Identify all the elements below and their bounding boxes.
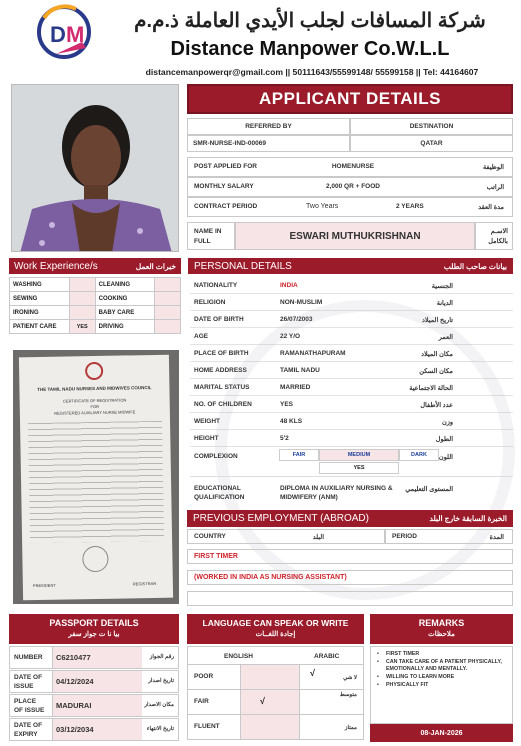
complexion-option-medium: MEDIUM [319, 449, 399, 461]
passport-value: C6210477 [56, 653, 91, 662]
company-arabic-name: شركة المسافات لجلب الأيدي العاملة ذ.م.م [134, 10, 486, 32]
work-skill-value [155, 278, 181, 292]
personal-label: DATE OF BIRTH [194, 316, 244, 323]
work-experience-row [10, 278, 181, 292]
language-level: POOR [194, 673, 214, 680]
applicant-details-title: APPLICANT DETAILS [187, 84, 513, 114]
complexion-row [190, 447, 513, 477]
personal-value: NON-MUSLIM [280, 299, 323, 306]
education-value-2: MIDWIFERY (ANM) [280, 494, 338, 501]
personal-value: MARRIED [280, 384, 311, 391]
language-level-arabic: ممتاز [344, 725, 357, 731]
name-label-2: FULL [194, 238, 211, 245]
previous-employment-header [187, 510, 513, 527]
personal-row [190, 277, 513, 294]
personal-label: WEIGHT [194, 418, 220, 425]
passport-title-arabic: بيا نا ت جواز سفر [68, 631, 120, 638]
salary-value: 2,000 QR + FOOD [325, 183, 380, 190]
work-skill-value [155, 320, 181, 334]
remarks-date: 08-JAN-2026 [370, 724, 513, 742]
personal-arabic: وزن [441, 419, 453, 426]
complexion-selected: YES [319, 462, 399, 474]
work-experience-row [10, 292, 181, 306]
work-skill-value: YES [69, 320, 95, 334]
passport-row [9, 670, 179, 693]
remarks-header [370, 614, 513, 644]
personal-label: HEIGHT [194, 435, 219, 442]
personal-label: NO. OF CHILDREN [194, 401, 252, 408]
language-header [187, 614, 364, 644]
personal-row [190, 362, 513, 379]
name-label-1: NAME IN [194, 228, 222, 235]
post-row [187, 157, 513, 177]
education-label-2: QUALIFICATION [194, 494, 245, 501]
remarks-item-text: PHYSICALLY FIT [386, 682, 429, 688]
work-experience-table [9, 277, 181, 334]
language-row [187, 690, 364, 715]
personal-details-title-arabic: بيانات صاحب الطلب [443, 261, 507, 271]
passport-arabic: رقم الجواز [149, 654, 174, 660]
remarks-title: REMARKS [418, 618, 465, 628]
personal-arabic: مكان السكن [419, 368, 453, 375]
work-skill-value [69, 306, 95, 320]
contract-arabic: مدة العقد [478, 204, 504, 211]
work-experience-row [10, 320, 181, 334]
post-value: HOMENURSE [331, 163, 375, 170]
council-emblem [85, 362, 103, 380]
personal-row [190, 430, 513, 447]
work-skill-label: CLEANING [95, 278, 155, 292]
language-row [187, 665, 364, 690]
personal-arabic: العمر [438, 334, 453, 341]
work-skill-label: WASHING [10, 278, 70, 292]
bullet-icon: • [377, 682, 379, 688]
language-level: FAIR [194, 698, 209, 705]
remarks-title-arabic: ملاحظات [428, 631, 455, 638]
remarks-item [377, 682, 508, 689]
svg-text:M: M [66, 22, 85, 47]
bullet-icon: • [377, 659, 379, 665]
work-experience-header [9, 258, 181, 274]
name-label-cell [187, 222, 235, 250]
certificate-president: PRESIDENT [32, 582, 56, 589]
personal-value: RAMANATHAPURAM [280, 350, 346, 357]
passport-arabic: مكان الاصدار [144, 702, 174, 708]
work-skill-value [69, 292, 95, 306]
personal-value: TAMIL NADU [280, 367, 320, 374]
passport-label-line2: ISSUE [14, 683, 34, 690]
full-name-cell [235, 222, 475, 250]
remarks-item-text: FIRST TIMER [386, 651, 420, 657]
work-skill-label: BABY CARE [95, 306, 155, 320]
reference-code: SMR-NURSE-IND-00069 [193, 140, 266, 147]
passport-rows [9, 646, 179, 742]
previous-first-timer: FIRST TIMER [194, 553, 238, 560]
certificate-council: THE TAMIL NADU NURSES AND MIDWIVES COUNCIL [37, 385, 152, 393]
passport-label-line2: EXPIRY [14, 731, 38, 738]
passport-row [9, 694, 179, 717]
company-contact: distancemanpowerqr@gmail.com || 50111643/55599148/ 55599158 || Tel: 44164607 [145, 67, 479, 77]
education-row [190, 479, 513, 505]
work-skill-label: COOKING [95, 292, 155, 306]
personal-arabic: الديانة [436, 300, 453, 307]
language-title-arabic: إجادة اللغــات [255, 631, 296, 638]
previous-employment-title: PREVIOUS EMPLOYMENT (ABROAD) [193, 513, 369, 524]
passport-label: DATE OF [14, 722, 43, 729]
language-level-arabic: لا شي [343, 675, 357, 681]
work-skill-value [69, 278, 95, 292]
education-arabic: المستوى التعليمي [405, 486, 453, 493]
personal-value: 48 KLS [280, 418, 303, 425]
language-rows [187, 665, 364, 740]
personal-row [190, 311, 513, 328]
svg-text:D: D [50, 22, 66, 47]
complexion-option-fair: FAIR [279, 449, 319, 461]
remarks-item [377, 659, 508, 673]
language-col-english: ENGLISH [224, 653, 253, 660]
personal-details-rows [190, 277, 513, 447]
personal-value: YES [280, 401, 294, 408]
passport-row [9, 646, 179, 669]
previous-line-2 [187, 570, 513, 585]
previous-country-cell [187, 529, 385, 544]
full-name: ESWARI MUTHUKRISHNAN [289, 230, 421, 242]
personal-value: 26/07/2003 [280, 316, 313, 323]
post-label: POST APPLIED FOR [194, 163, 257, 170]
education-value-1: DIPLOMA IN AUXILIARY NURSING & [280, 485, 393, 492]
passport-label-line2: OF ISSUE [14, 707, 45, 714]
work-skill-label: SEWING [10, 292, 70, 306]
personal-value: 5'2 [280, 435, 289, 442]
passport-title: PASSPORT DETAILS [49, 618, 139, 628]
language-col-headers [187, 646, 364, 665]
personal-label: NATIONALITY [194, 282, 238, 289]
certificate-heading-2: FOR [90, 403, 100, 410]
work-experience-title: Work Experience/s [14, 260, 98, 272]
remarks-item [377, 651, 508, 658]
certificate-heading-1: CERTIFICATE OF REGISTRATION [62, 397, 127, 404]
salary-row [187, 177, 513, 197]
previous-period-arabic: المدة [489, 534, 504, 541]
passport-arabic: تاريخ اصدار [148, 678, 174, 684]
passport-label: DATE OF [14, 674, 43, 681]
contract-row [187, 197, 513, 217]
language-level: FLUENT [194, 723, 220, 730]
personal-label: HOME ADDRESS [194, 367, 247, 374]
personal-row [190, 328, 513, 345]
passport-value: MADURAI [56, 701, 92, 710]
work-skill-value [155, 306, 181, 320]
education-label-1: EDUCATIONAL [194, 485, 241, 492]
remarks-body [370, 646, 513, 724]
language-title: LANGUAGE CAN SPEAK OR WRITE [202, 618, 349, 628]
personal-row [190, 294, 513, 311]
personal-label: PLACE OF BIRTH [194, 350, 249, 357]
company-logo [36, 4, 104, 62]
language-arabic-check: √ [310, 668, 315, 678]
complexion-arabic: اللون [438, 454, 453, 461]
certificate-body-lines [28, 421, 164, 543]
remarks-list [371, 647, 512, 689]
destination-value: QATAR [420, 140, 443, 147]
name-arabic-1: الاسـم [490, 228, 508, 235]
personal-arabic: الجنسية [431, 283, 453, 290]
previous-employment-title-arabic: الخبرة السابقة خارج البلد [429, 514, 507, 523]
work-skill-label: DRIVING [95, 320, 155, 334]
previous-worked-in-india: (WORKED IN INDIA AS NURSING ASSISTANT) [194, 574, 347, 581]
passport-header [9, 614, 179, 644]
previous-line-3 [187, 591, 513, 606]
remarks-item-text: CAN TAKE CARE OF A PATIENT PHYSICALLY, EMOTIONALLY AND MENTALLY. [386, 659, 502, 672]
personal-value: 22 Y/O [280, 333, 301, 340]
passport-label: NUMBER [14, 654, 43, 661]
work-experience-row [10, 306, 181, 320]
certificate-image [13, 350, 179, 604]
referred-by-label: REFERRED BY [245, 123, 292, 130]
language-english-box [240, 665, 300, 689]
name-arabic-2: بالكامل [488, 238, 508, 245]
personal-label: AGE [194, 333, 209, 340]
passport-row [9, 718, 179, 741]
destination-label: DESTINATION [409, 123, 454, 130]
personal-row [190, 345, 513, 362]
certificate-registrar: REGISTRAR [132, 580, 157, 587]
passport-value: 03/12/2034 [56, 725, 94, 734]
company-english-name: Distance Manpower Co.W.L.L [170, 38, 450, 60]
personal-details-header [188, 258, 513, 274]
language-english-check: √ [260, 696, 265, 706]
certificate-heading-3: REGISTERED AUXILIARY NURSE MIDWIFE [54, 409, 136, 416]
work-skill-label: IRONING [10, 306, 70, 320]
personal-label: RELIGION [194, 299, 226, 306]
personal-row [190, 396, 513, 413]
reference-code-cell [187, 135, 350, 152]
salary-label: MONTHLY SALARY [194, 183, 254, 190]
contract-label: CONTRACT PERIOD [194, 203, 258, 210]
previous-line-1 [187, 549, 513, 564]
personal-details-title: PERSONAL DETAILS [194, 260, 292, 272]
destination-cell [350, 118, 513, 135]
personal-arabic: مكان الميلاد [421, 351, 453, 358]
post-arabic: الوظيفة [482, 164, 504, 171]
personal-arabic: الحالة الاجتماعية [409, 385, 453, 392]
personal-value: INDIA [280, 282, 298, 289]
personal-arabic: تاريخ الميلاد [421, 317, 453, 324]
complexion-option-dark: DARK [399, 449, 439, 461]
contract-value-years: 2 YEARS [396, 203, 424, 210]
personal-row [190, 413, 513, 430]
personal-arabic: عدد الأطفال [420, 402, 453, 409]
language-english-box [240, 715, 300, 739]
personal-label: MARITAL STATUS [194, 384, 250, 391]
language-col-arabic: ARABIC [314, 653, 340, 660]
applicant-photo [11, 84, 179, 252]
certificate-seal [82, 546, 108, 572]
language-english-box [240, 690, 300, 714]
bullet-icon: • [377, 674, 379, 680]
passport-label: PLACE [14, 698, 37, 705]
destination-value-cell [350, 135, 513, 152]
referred-by-cell [187, 118, 350, 135]
complexion-label: COMPLEXION [194, 453, 238, 460]
contract-value-text: Two Years [306, 203, 339, 210]
bullet-icon: • [377, 651, 379, 657]
previous-period-label: PERIOD [392, 533, 417, 540]
previous-period-cell [385, 529, 513, 544]
work-skill-label: PATIENT CARE [10, 320, 70, 334]
language-row [187, 715, 364, 740]
remarks-item [377, 674, 508, 681]
work-skill-value [155, 292, 181, 306]
language-level-arabic: متوسط [339, 692, 357, 698]
previous-country-arabic: البلد [312, 534, 324, 541]
passport-arabic: تاريخ الانتهاء [146, 726, 174, 732]
previous-country-label: COUNTRY [194, 533, 226, 540]
passport-value: 04/12/2024 [56, 677, 94, 686]
personal-arabic: الطول [435, 436, 453, 443]
work-experience-title-arabic: خبرات العمل [135, 261, 176, 271]
remarks-item-text: WILLING TO LEARN MORE [386, 674, 455, 680]
salary-arabic: الراتب [486, 184, 504, 191]
name-arabic-cell [475, 222, 513, 250]
personal-row [190, 379, 513, 396]
